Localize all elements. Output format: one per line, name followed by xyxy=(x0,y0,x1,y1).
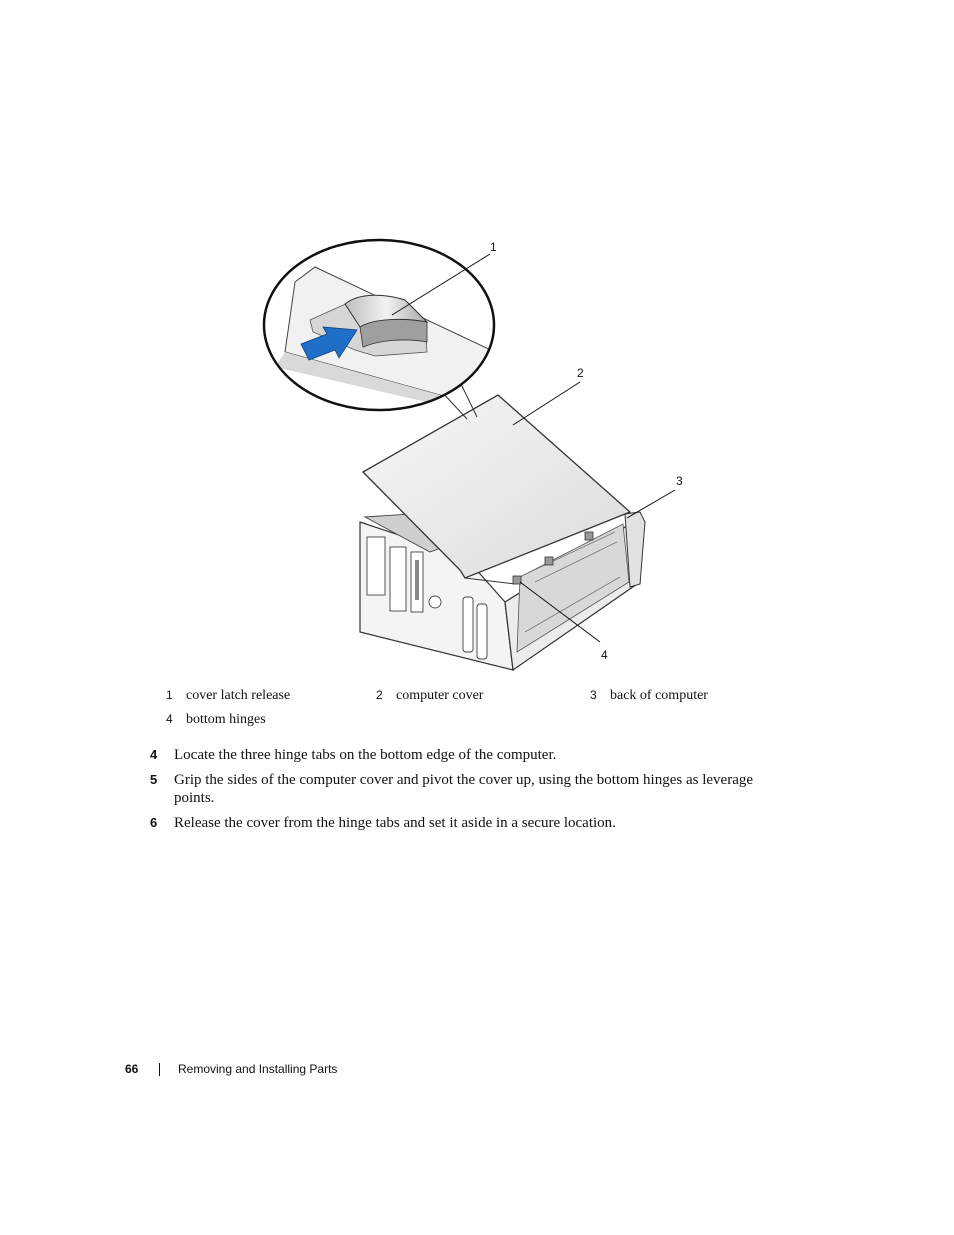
callout-3: 3 xyxy=(676,474,683,488)
callout-2: 2 xyxy=(577,366,584,380)
step-text: Locate the three hinge tabs on the bottom edge of the computer. xyxy=(174,747,557,763)
latch-closeup-inset xyxy=(264,240,495,412)
legend-label: cover latch release xyxy=(186,688,291,703)
step-item xyxy=(150,746,790,764)
step-item xyxy=(150,771,790,807)
footer-divider xyxy=(159,1063,160,1076)
step-number: 5 xyxy=(150,772,158,787)
step-text: Release the cover from the hinge tabs and set it aside in a secure location. xyxy=(174,815,616,831)
legend-label: bottom hinges xyxy=(186,712,266,727)
legend-number: 3 xyxy=(590,688,597,702)
legend-item xyxy=(370,688,483,706)
legend-number: 1 xyxy=(166,688,173,702)
callout-1: 1 xyxy=(490,240,497,254)
computer-illustration xyxy=(255,232,700,682)
step-item xyxy=(150,814,790,832)
step-number: 6 xyxy=(150,815,158,830)
legend-item xyxy=(160,712,266,730)
legend-number: 2 xyxy=(376,688,383,702)
legend-label: back of computer xyxy=(610,688,708,703)
legend-item xyxy=(160,688,290,706)
page-number: 66 xyxy=(125,1062,139,1076)
legend-item xyxy=(584,688,708,706)
step-number: 4 xyxy=(150,747,158,762)
legend-number: 4 xyxy=(166,712,173,726)
section-title: Removing and Installing Parts xyxy=(178,1062,338,1076)
step-text: Grip the sides of the computer cover and pivot the cover up, using the bottom hinges as leverage points. xyxy=(174,772,754,806)
procedure-steps xyxy=(150,746,790,839)
page-footer xyxy=(125,1062,337,1076)
legend-label: computer cover xyxy=(396,688,484,703)
cover-removal-illustration xyxy=(255,232,700,682)
callout-4: 4 xyxy=(601,648,608,662)
